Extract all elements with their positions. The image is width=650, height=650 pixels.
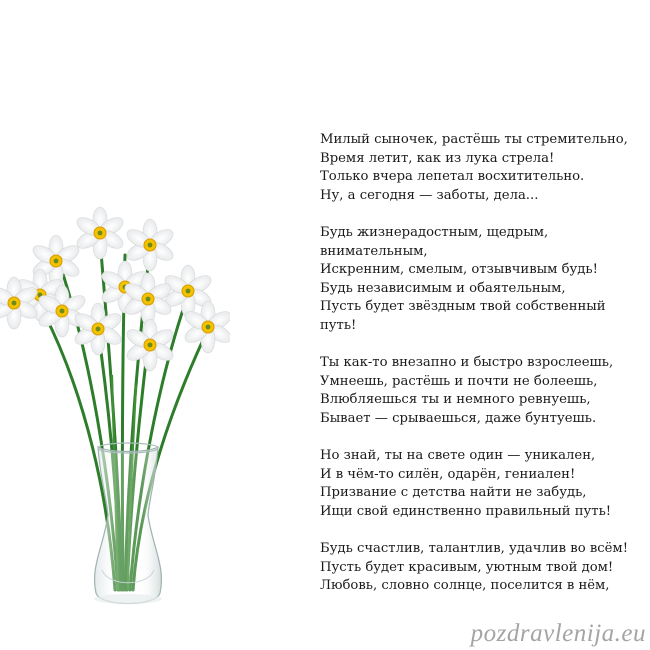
poem-line: Бывает — срываешься, даже бунтуешь. bbox=[320, 410, 597, 426]
narcissus-bouquet-icon bbox=[0, 195, 230, 615]
poem-line: Пусть будет красивым, уютным твой дом! bbox=[320, 559, 614, 575]
glass-vase-icon bbox=[94, 443, 162, 604]
poem-line: Любовь, словно солнце, поселится в нём, bbox=[320, 578, 610, 594]
site-watermark: pozdravlenija.eu bbox=[470, 620, 646, 647]
poem-stanza bbox=[320, 224, 630, 336]
poem-stanza bbox=[320, 354, 630, 428]
poem-line: Но знай, ты на свете один — уникален, bbox=[320, 448, 596, 464]
poem-line: Будь счастлив, талантлив, удачлив во всём! bbox=[320, 541, 628, 557]
poem-line: Ищи свой единственно правильный путь! bbox=[320, 503, 612, 519]
poem-line: Ну, а сегодня — заботы, дела... bbox=[320, 187, 539, 203]
poem-line: Призвание с детства найти не забудь, bbox=[320, 485, 587, 501]
poem-line: Ты как-то внезапно и быстро взрослеешь, bbox=[320, 355, 614, 371]
poem-line: Милый сыночек, растёшь ты стремительно, bbox=[320, 132, 628, 147]
flower-heads bbox=[0, 207, 230, 371]
poem-text bbox=[320, 131, 630, 614]
poem-stanza bbox=[320, 447, 630, 521]
poem-line: Будь жизнерадостным, щедрым, внимательным, bbox=[320, 224, 549, 259]
poem-line: И в чём-то силён, одарён, гениален! bbox=[320, 466, 576, 482]
poem-stanza bbox=[320, 540, 630, 596]
poem-stanza bbox=[320, 131, 630, 205]
poem-line: Будь независимым и обаятельным, bbox=[320, 280, 566, 296]
poem-line: Время летит, как из лука стрела! bbox=[320, 150, 555, 166]
poem-line: Искренним, смелым, отзывчивым будь! bbox=[320, 262, 598, 278]
poem-line: Пусть будет звёздным твой собственный путь! bbox=[320, 299, 606, 333]
poem-line: Умнеешь, растёшь и почти не болеешь, bbox=[320, 373, 598, 389]
poem-line: Только вчера лепетал восхитительно. bbox=[320, 169, 585, 185]
poem-line: Влюбляешься ты и немного ревнуешь, bbox=[320, 392, 591, 408]
